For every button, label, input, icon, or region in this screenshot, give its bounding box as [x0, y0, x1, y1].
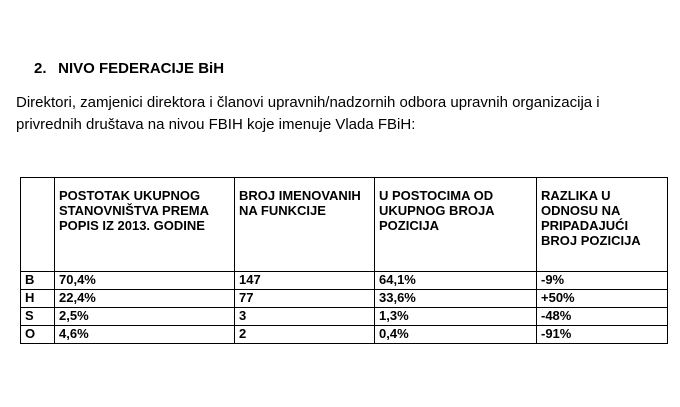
section-heading — [34, 60, 224, 77]
intro-paragraph — [16, 92, 676, 136]
header-difference: RAZLIKA U ODNOSU NA PRIPADAJUĆI BROJ POZICIJA — [537, 178, 668, 272]
row-difference: -48% — [537, 308, 668, 326]
row-difference: -91% — [537, 326, 668, 344]
row-population-percent: 2,5% — [55, 308, 235, 326]
table-row — [21, 272, 668, 290]
header-positions-percent: U POSTOCIMA OD UKUPNOG BROJA POZICIJA — [375, 178, 537, 272]
row-positions-percent: 1,3% — [375, 308, 537, 326]
row-appointed-count: 77 — [235, 290, 375, 308]
intro-line-1: Direktori, zamjenici direktora i članovi upravnih/nadzornih odbora upravnih organizacija i — [16, 94, 600, 111]
table-header-row — [21, 178, 668, 272]
row-group: O — [21, 326, 55, 344]
row-group: B — [21, 272, 55, 290]
table-row — [21, 308, 668, 326]
header-group — [21, 178, 55, 272]
header-population-percent: POSTOTAK UKUPNOG STANOVNIŠTVA PREMA POPIS IZ 2013. GODINE — [55, 178, 235, 272]
row-group: H — [21, 290, 55, 308]
row-population-percent: 4,6% — [55, 326, 235, 344]
header-appointed-count: BROJ IMENOVANIH NA FUNKCIJE — [235, 178, 375, 272]
row-population-percent: 70,4% — [55, 272, 235, 290]
row-appointed-count: 147 — [235, 272, 375, 290]
section-number: 2. — [34, 60, 47, 77]
row-positions-percent: 33,6% — [375, 290, 537, 308]
row-appointed-count: 3 — [235, 308, 375, 326]
row-population-percent: 22,4% — [55, 290, 235, 308]
intro-line-2: privrednih društava na nivou FBIH koje imenuje Vlada FBiH: — [16, 116, 416, 133]
appointments-table — [20, 177, 668, 344]
table-row — [21, 290, 668, 308]
row-group: S — [21, 308, 55, 326]
row-appointed-count: 2 — [235, 326, 375, 344]
row-positions-percent: 64,1% — [375, 272, 537, 290]
row-positions-percent: 0,4% — [375, 326, 537, 344]
row-difference: -9% — [537, 272, 668, 290]
row-difference: +50% — [537, 290, 668, 308]
table-row — [21, 326, 668, 344]
section-title: NIVO FEDERACIJE BiH — [58, 60, 225, 77]
